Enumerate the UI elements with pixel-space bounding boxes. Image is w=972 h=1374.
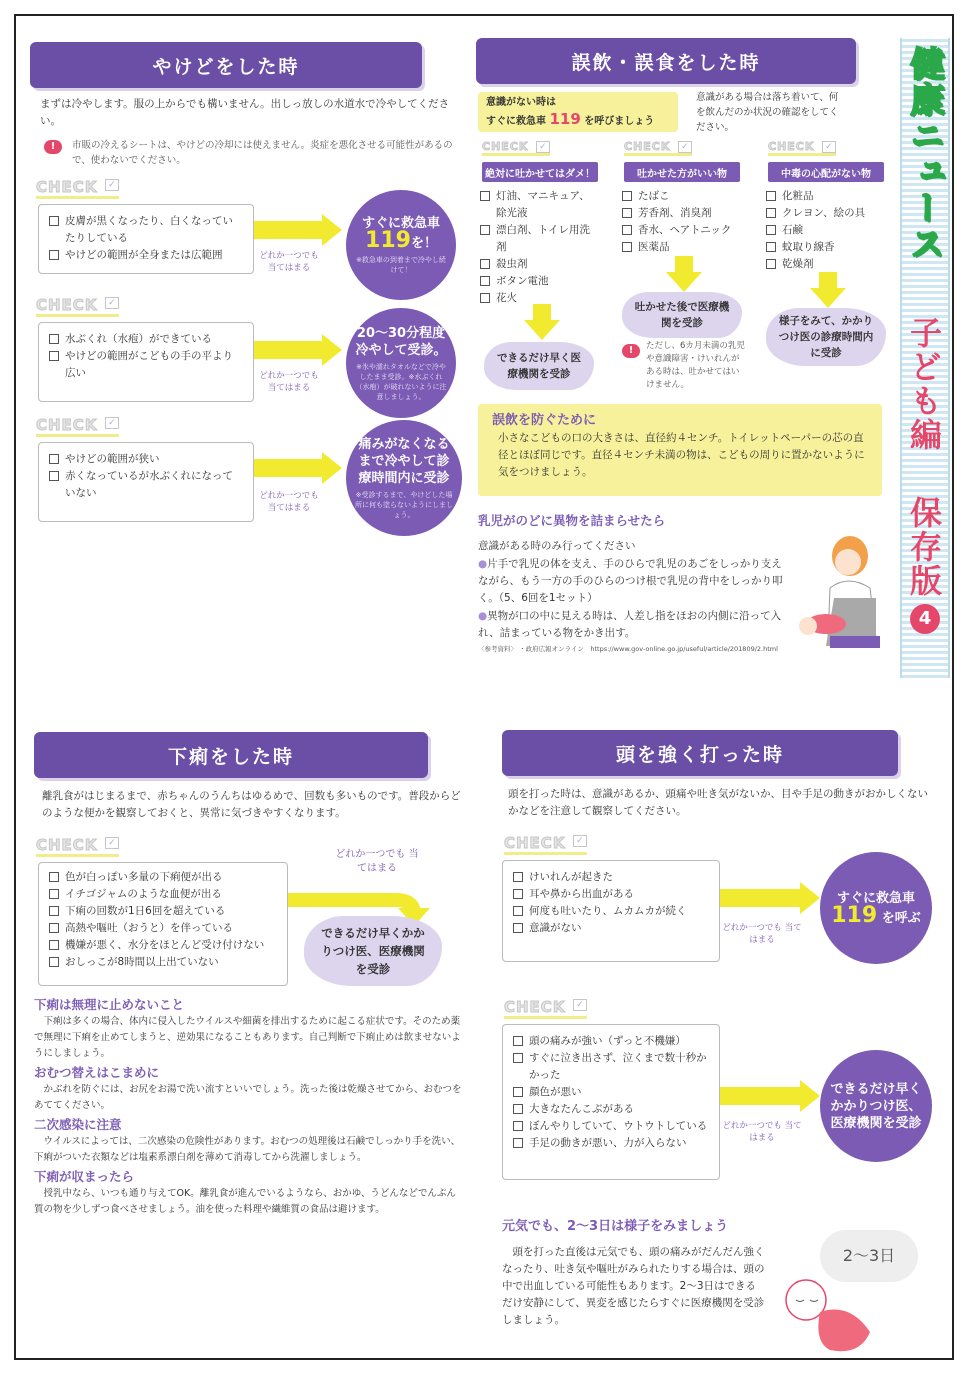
swallow-check-3: CHECK ✓: [768, 140, 814, 153]
head-action-2-text: できるだけ早くかかりつけ医、医療機関を受診: [830, 1081, 922, 1131]
checkbox[interactable]: [513, 872, 523, 882]
burn-check-3: CHECK ✓: [36, 416, 97, 434]
checkbox[interactable]: [49, 334, 59, 344]
checkbox[interactable]: [49, 957, 59, 967]
check-icon: ✓: [678, 141, 692, 153]
head-days-bubble-text: 2〜3日: [842, 1246, 896, 1265]
col1-item[interactable]: 花火: [480, 290, 600, 307]
burn-hint-1: どれか一つでも 当てはまる: [259, 251, 319, 273]
head-title: 頭を強く打った時: [502, 730, 898, 776]
swallow-col2-warning-icon: !: [622, 344, 640, 358]
swallow-reference: 〈参考資料〉 ・政府広報オンライン https://www.gov-online.go.jp/useful/article/201809/2.html: [478, 645, 778, 653]
diarrhea-item[interactable]: おしっこが8時間以上出ていない: [49, 954, 277, 971]
checkbox[interactable]: [49, 889, 59, 899]
checkbox[interactable]: [513, 923, 523, 933]
diarrhea-tip-1-body: 下痢は多くの場合、体内に侵入したウイルスや細菌を排出するために起こる症状です。そのため薬で無理に下痢を止めてしまうと、逆効果になることもあります。自己判断で下痢止めは飲ませないようにしましょう。: [34, 1016, 461, 1059]
checkbox[interactable]: [480, 276, 490, 286]
burn-action-3: [346, 420, 462, 536]
burn-hint-3: どれか一つでも 当てはまる: [259, 491, 319, 513]
head-g1-item[interactable]: 何度も吐いたり、ムカムカが続く: [513, 903, 709, 920]
checkbox[interactable]: [49, 940, 59, 950]
checkbox[interactable]: [480, 259, 490, 269]
burn-g1-item-1[interactable]: 皮膚が黒くなったり、白くなっていたりしている: [49, 213, 243, 247]
swallow-conscious-text: 意識がある場合は落ち着いて、何を飲んだのか状況の確認をしてください。: [696, 92, 839, 133]
checkbox[interactable]: [49, 872, 59, 882]
head-group-1-box: [502, 860, 720, 962]
sidebar-title-archive: 保存版: [905, 496, 943, 598]
burn-g3-item-1[interactable]: やけどの範囲が狭い: [49, 451, 243, 468]
head-check-1: CHECK ✓: [504, 834, 565, 852]
burn-warning-text: 市販の冷えるシートは、やけどの冷却には使えません。炎症を悪化させる可能性があるので、使わないでください。: [72, 140, 453, 166]
head-group-2-box: [502, 1024, 720, 1180]
head-action-1-pre: すぐに救急車: [836, 890, 915, 906]
col3-item[interactable]: 石鹸: [766, 222, 890, 239]
check-icon: ✓: [536, 141, 550, 153]
swallow-prevent-text: 小さなこどもの口の大きさは、直径約４センチ。トイレットペーパーの芯の直径とほぼ同じです。直径４センチ未満の物は、こどもの周りに置かないように気をつけましょう。: [498, 432, 865, 478]
burn-arrow-3: [254, 452, 342, 484]
checkbox[interactable]: [513, 1138, 523, 1148]
swallow-col2-arrow: [666, 256, 702, 292]
checkbox[interactable]: [513, 1121, 523, 1131]
burn-action-2: [346, 308, 456, 418]
col1-item[interactable]: 漂白剤、トイレ用洗剤: [480, 222, 600, 256]
checkbox[interactable]: [49, 923, 59, 933]
burn-action-1: [346, 190, 456, 300]
col3-item[interactable]: 蚊取り線香: [766, 239, 890, 256]
col1-item[interactable]: 灯油、マニキュア、除光液: [480, 188, 600, 222]
col1-item[interactable]: 殺虫剤: [480, 256, 600, 273]
diarrhea-intro: 離乳食がはじまるまで、赤ちゃんのうんちはゆるめで、回数も多いものです。普段からどのような便かを観察しておくと、異常に気づきやすくなります。: [42, 790, 461, 819]
diarrhea-item[interactable]: 高熱や嘔吐（おうと）を伴っている: [49, 920, 277, 937]
head-action-1-num: 119: [831, 902, 878, 928]
burn-check-1: [36, 178, 117, 196]
burn-warning-icon: !: [44, 140, 62, 154]
checkbox[interactable]: [49, 454, 59, 464]
swallow-check-2: CHECK ✓: [624, 140, 670, 153]
swallow-col3-list: [766, 188, 890, 273]
checkbox[interactable]: [49, 471, 59, 481]
swallow-check-1: CHECK ✓: [482, 140, 528, 153]
page-sheet: [14, 14, 954, 1360]
diarrhea-tip-2-head: おむつ替えはこまめに: [34, 1065, 160, 1080]
burn-action-3-note: ※受診するまで、やけどした場所に何も塗らないようにしましょう。: [355, 491, 453, 519]
head-action-1: [820, 852, 932, 964]
burn-action-1-pre: すぐに救急車: [361, 216, 440, 231]
col1-item[interactable]: ボタン電池: [480, 273, 600, 290]
checkbox[interactable]: [49, 906, 59, 916]
checkbox[interactable]: [480, 225, 490, 235]
head-g1-item[interactable]: 耳や鼻から出血がある: [513, 886, 709, 903]
head-hint-1: どれか一つでも 当てはまる: [722, 923, 802, 945]
swallow-call-box: [478, 92, 678, 132]
checkbox[interactable]: [766, 191, 776, 201]
swallow-prevent-title: 誤飲を防ぐために: [492, 413, 597, 428]
checkbox[interactable]: [513, 889, 523, 899]
checkbox[interactable]: [513, 906, 523, 916]
head-watch-title: 元気でも、2〜3日は様子をみましょう: [502, 1219, 729, 1234]
burn-g2-item-1[interactable]: 水ぶくれ（水疱）ができている: [49, 331, 243, 348]
checkbox[interactable]: [766, 259, 776, 269]
diarrhea-tips: [34, 996, 464, 1218]
checkbox[interactable]: [480, 293, 490, 303]
head-g2-item[interactable]: 顔色が悪い: [513, 1084, 709, 1101]
checkbox[interactable]: [513, 1087, 523, 1097]
col3-item[interactable]: 乾燥剤: [766, 256, 890, 273]
burn-action-2-note: ※氷や濡れタオルなどで冷やしたまま受診。※水ぶくれ（水疱）が破れないように注意しましょう。: [355, 362, 447, 401]
diarrhea-result: できるだけ早くかかりつけ医、医療機関を受診: [304, 916, 442, 986]
swallow-col2-note: ただし、6カ月未満の乳児や意識障害・けいれんがある時は、吐かせてはいけません。: [646, 341, 745, 390]
check-icon: ✓: [105, 837, 119, 849]
diarrhea-tip-1-head: 下痢は無理に止めないこと: [34, 997, 185, 1012]
burn-g2-item-2[interactable]: やけどの範囲がこどもの手の平より広い: [49, 348, 243, 382]
head-intro: 頭を打った時は、意識があるか、頭痛や吐き気がないか、目や手足の動きがおかしくないかなどを注意して観察してください。: [508, 788, 928, 817]
diarrhea-title: 下痢をした時: [34, 732, 428, 778]
burn-check-2: CHECK ✓: [36, 296, 97, 314]
checkbox[interactable]: [622, 191, 632, 201]
sidebar-number-badge: [910, 604, 940, 634]
diarrhea-tip-2-body: かぶれを防ぐには、お尻をお湯で洗い流すといいでしょう。洗った後は乾燥させてから、おむつをあててください。: [34, 1084, 462, 1111]
swallow-col2-result: 吐かせた後で医療機関を受診: [622, 292, 742, 338]
diarrhea-tip-4-head: 下痢が収まったら: [34, 1169, 135, 1184]
bullet-icon: ●: [478, 558, 488, 570]
sidebar-number: 4: [918, 608, 932, 629]
sleeping-baby-illustration: [780, 1272, 880, 1356]
head-g2-item[interactable]: すぐに泣き出さず、泣くまで数十秒かかった: [513, 1050, 709, 1084]
swallow-choke-step-2: ●異物が口の中に見える時は、人差し指をほおの内側に沿って入れ、詰まっている物をかき出す。: [478, 610, 782, 639]
swallow-col3-arrow: [810, 272, 846, 308]
burn-g3-item-2[interactable]: 赤くなっているが水ぶくれになっていない: [49, 468, 243, 502]
diarrhea-item[interactable]: 色が白っぽい多量の下痢便が出る: [49, 869, 277, 886]
swallow-prevent-box: [478, 404, 882, 496]
checkbox[interactable]: [622, 208, 632, 218]
checkbox[interactable]: [513, 1104, 523, 1114]
sidebar-title-kids: 子ども編: [905, 316, 943, 452]
check-icon: ✓: [105, 179, 119, 191]
head-g2-item[interactable]: ぼんやりしていて、ウトウトしている: [513, 1118, 709, 1135]
checkbox[interactable]: [513, 1036, 523, 1046]
checkbox[interactable]: [622, 225, 632, 235]
burn-title: やけどをした時: [30, 42, 422, 88]
swallow-call-line1: 意識がない時は: [486, 97, 556, 108]
sidebar-title-health-news: 健康ニュース: [904, 46, 944, 262]
col3-item[interactable]: 化粧品: [766, 188, 890, 205]
bullet-icon: ●: [478, 610, 488, 622]
burn-group-2-box: [38, 322, 254, 402]
diarrhea-check-box: [38, 862, 288, 986]
head-check-2: CHECK ✓: [504, 998, 565, 1016]
swallow-choke-lead: 意識がある時のみ行ってください: [478, 540, 636, 552]
burn-group-3-box: [38, 442, 254, 522]
burn-hint-2: どれか一つでも 当てはまる: [259, 371, 319, 393]
head-arrow-1: [720, 882, 820, 914]
mother-baby-illustration: [790, 528, 890, 658]
swallow-call-line2: すぐに救急車 119 を呼びましょう: [486, 110, 655, 128]
head-action-2: [820, 1050, 932, 1162]
checkbox[interactable]: [49, 351, 59, 361]
col2-item[interactable]: たばこ: [622, 188, 746, 205]
check-label: CHECK: [36, 178, 98, 196]
swallow-choke-step-1: ●片手で乳児の体を支え、手のひらで乳児のあごをしっかり支えながら、もう一方の手のひらのつけ根で乳児の背中をしっかり叩く。（5、6回を1セット）: [478, 558, 783, 604]
head-action-1-post: を呼ぶ: [881, 910, 921, 926]
diarrhea-tip-3-body: ウイルスによっては、二次感染の危険性があります。おむつの処理後は石鹸でしっかり手を洗い、下痢がついた衣類などは塩素系漂白剤を薄めて消毒してから洗濯しましょう。: [34, 1136, 461, 1163]
swallow-col3-label: 中毒の心配がない物: [768, 162, 884, 182]
burn-action-1-note: ※救急車の到着まで冷やし続けて！: [356, 256, 446, 274]
head-arrow-2: [720, 1080, 820, 1112]
checkbox[interactable]: [49, 216, 59, 226]
burn-g1-item-2[interactable]: やけどの範囲が全身または広範囲: [49, 247, 243, 264]
swallow-call-num: 119: [549, 110, 581, 128]
head-g1-item[interactable]: 意識がない: [513, 920, 709, 937]
head-watch-text: 頭を打った直後は元気でも、頭の痛みがだんだん強くなったり、吐き気や嘔吐がみられたりする場合は、頭の中で出血している可能性もあります。2〜3日はできるだけ安静にして、異変を感じたらすぐに医療機関を受診しましょう。: [502, 1246, 765, 1326]
head-g2-item[interactable]: 頭の痛みが強い（ずっと不機嫌）: [513, 1033, 709, 1050]
burn-arrow-1: [254, 214, 342, 246]
checkbox[interactable]: [622, 242, 632, 252]
check-icon: ✓: [105, 297, 119, 309]
swallow-col1-list: [480, 188, 600, 307]
swallow-col1-result: できるだけ早く医療機関を受診: [484, 342, 594, 390]
diarrhea-item[interactable]: 機嫌が悪く、水分をほとんど受け付けない: [49, 937, 277, 954]
head-action-1-line: [831, 902, 921, 928]
checkbox[interactable]: [766, 208, 776, 218]
checkbox[interactable]: [766, 242, 776, 252]
diarrhea-hint: どれか一つでも 当てはまる: [335, 849, 419, 874]
diarrhea-check: CHECK ✓: [36, 836, 97, 854]
diarrhea-tip-3-head: 二次感染に注意: [34, 1117, 122, 1132]
col3-item[interactable]: クレヨン、絵の具: [766, 205, 890, 222]
head-g2-item[interactable]: 手足の動きが悪い、力が入らない: [513, 1135, 709, 1152]
burn-action-1-post: を！: [410, 236, 437, 251]
burn-intro: まずは冷やします。服の上からでも構いません。出しっ放しの水道水で冷やしてください。: [40, 98, 450, 127]
swallow-col2-label: 吐かせた方がいい物: [624, 162, 740, 182]
burn-action-1-num-line: [365, 228, 437, 253]
checkbox[interactable]: [49, 250, 59, 260]
burn-action-3-main: 痛みがなくなるまで冷やして診療時間内に受診: [358, 437, 450, 486]
burn-arrow-2: [254, 334, 342, 366]
col2-item[interactable]: 医薬品: [622, 239, 746, 256]
checkbox[interactable]: [766, 225, 776, 235]
checkbox[interactable]: [480, 191, 490, 201]
swallow-choke-title: 乳児がのどに異物を詰まらせたら: [478, 513, 666, 528]
diarrhea-item[interactable]: イチゴジャムのような血便が出る: [49, 886, 277, 903]
col2-item[interactable]: 香水、ヘアトニック: [622, 222, 746, 239]
swallow-col1-arrow: [524, 304, 560, 340]
burn-action-1-num: 119: [365, 228, 411, 253]
burn-action-2-main: 20〜30分程度冷やして受診。: [355, 325, 447, 358]
check-icon: ✓: [105, 417, 119, 429]
checkbox[interactable]: [513, 1053, 523, 1063]
check-icon: ✓: [822, 141, 836, 153]
check-icon: ✓: [573, 835, 587, 847]
head-g1-item[interactable]: けいれんが起きた: [513, 869, 709, 886]
head-g2-item[interactable]: 大きなたんこぶがある: [513, 1101, 709, 1118]
diarrhea-tip-4-body: 授乳中なら、いつも通り与えてOK。離乳食が進んでいるようなら、おかゆ、うどんなどでんぷん質の物を少しずつ食べさせましょう。油を使った料理や繊維質の食品は避けます。: [34, 1188, 456, 1215]
swallow-title: 誤飲・誤食をした時: [476, 38, 856, 84]
swallow-col2-list: [622, 188, 746, 256]
swallow-col3-result: 様子をみて、かかりつけ医の診療時間内に受診: [766, 308, 886, 366]
burn-group-1-box: [38, 204, 254, 274]
col2-item[interactable]: 芳香剤、消臭剤: [622, 205, 746, 222]
swallow-col1-label: 絶対に吐かせてはダメ！: [482, 162, 598, 182]
head-hint-2: どれか一つでも 当てはまる: [722, 1121, 802, 1143]
check-icon: ✓: [573, 999, 587, 1011]
diarrhea-item[interactable]: 下痢の回数が1日6回を超えている: [49, 903, 277, 920]
